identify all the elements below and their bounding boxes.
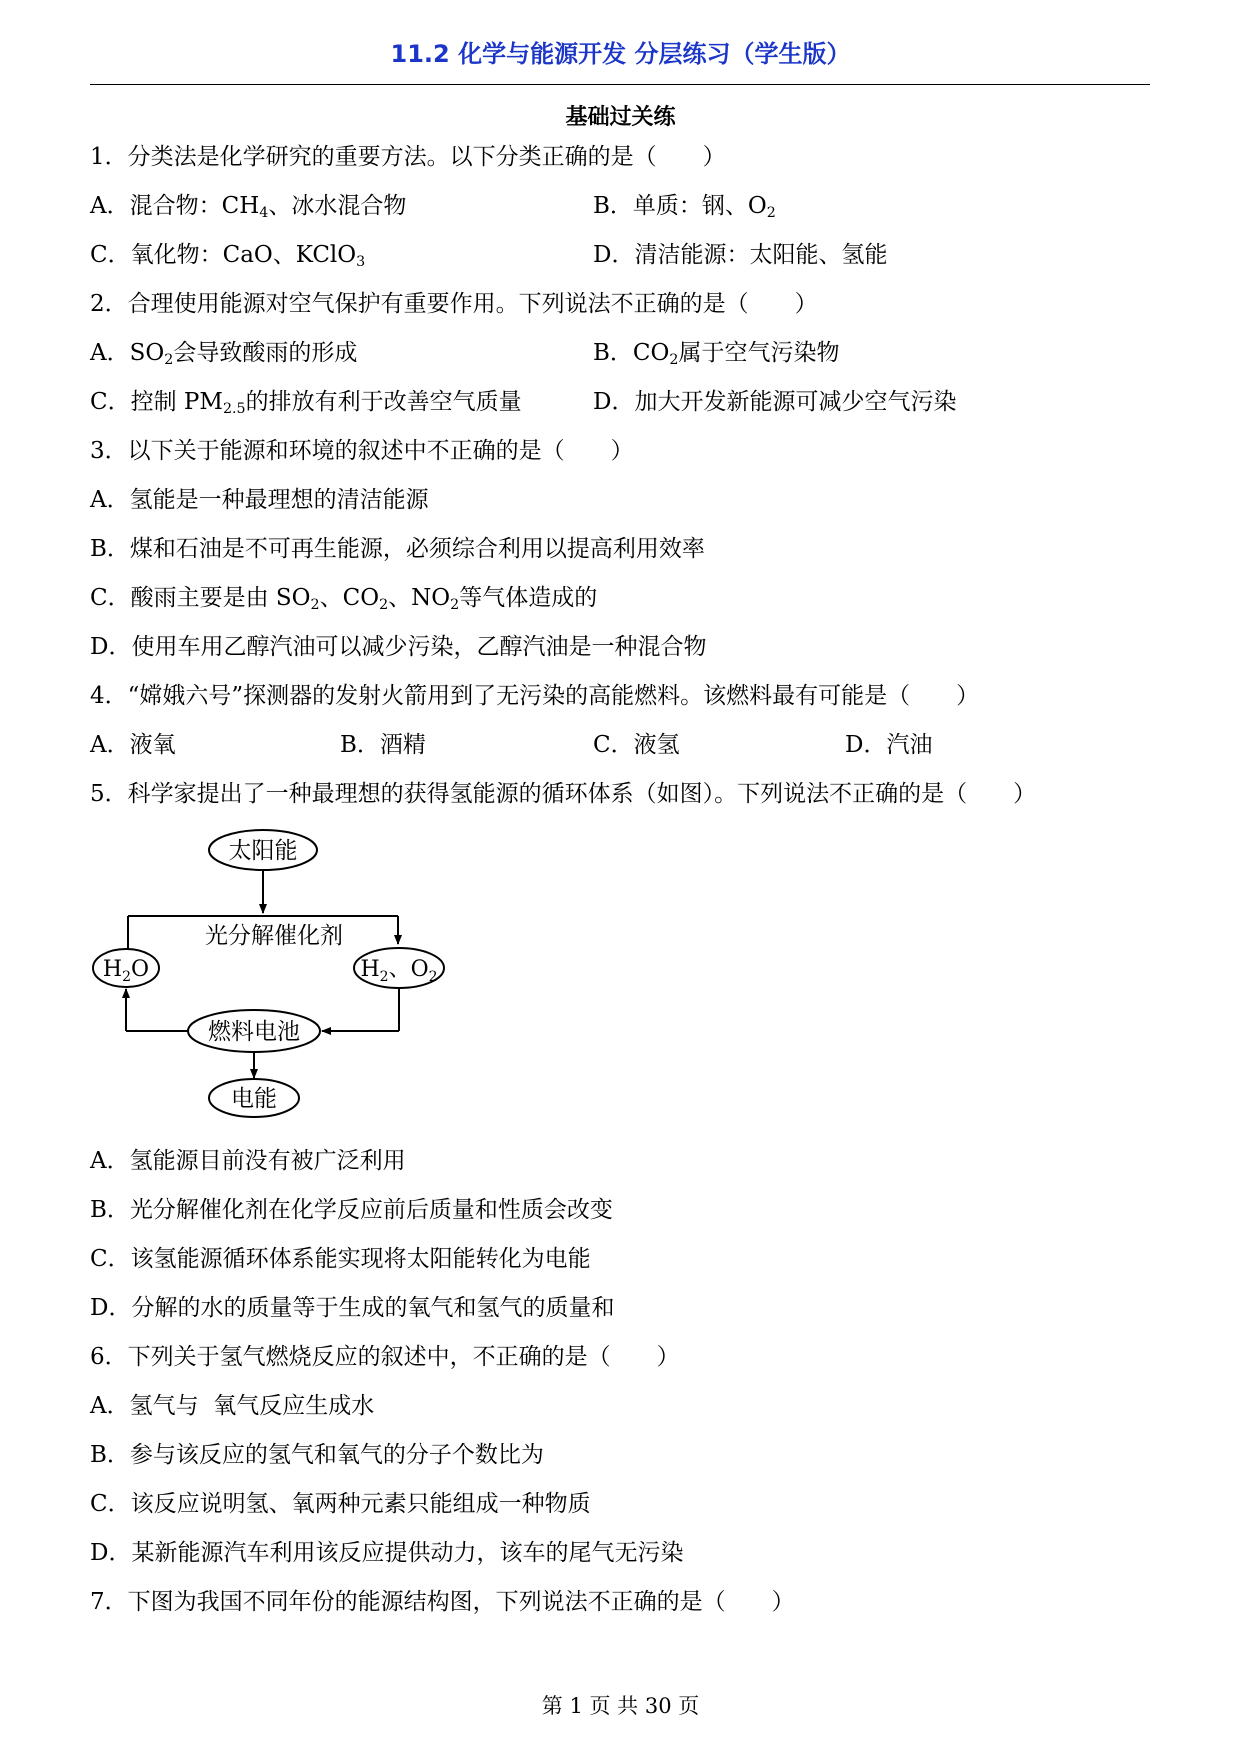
q5-option-b: B．光分解催化剂在化学反应前后质量和性质会改变: [90, 1197, 613, 1223]
page-number: 第 1 页 共 30 页: [541, 1694, 700, 1718]
hydrogen-cycle-diagram: [86, 828, 466, 1148]
q6-stem: 6．下列关于氢气燃烧反应的叙述中，不正确的是（ ）: [90, 1344, 680, 1370]
q4-option-a: A．液氧: [90, 732, 176, 758]
solar-energy-label: 太阳能: [228, 838, 298, 864]
catalyst-label: 光分解催化剂: [205, 923, 343, 949]
q2-option-b: B．$CO_2$属于空气污染物: [593, 340, 840, 368]
fuel-cell-label: 燃料电池: [208, 1019, 300, 1045]
q6-option-c: C．该反应说明氢、氧两种元素只能组成一种物质: [90, 1491, 591, 1517]
q7-stem: 7．下图为我国不同年份的能源结构图，下列说法不正确的是（ ）: [90, 1589, 795, 1615]
q3-option-d: D．使用车用乙醇汽油可以减少污染，乙醇汽油是一种混合物: [90, 634, 707, 660]
q5-option-c: C．该氢能源循环体系能实现将太阳能转化为电能: [90, 1246, 591, 1272]
q5-option-a: A．氢能源目前没有被广泛利用: [90, 1148, 406, 1174]
section-title: 基础过关练: [565, 105, 676, 130]
q3-option-b: B．煤和石油是不可再生能源，必须综合利用以提高利用效率: [90, 536, 705, 562]
q1-stem: 1．分类法是化学研究的重要方法。以下分类正确的是（ ）: [90, 144, 726, 170]
q2-option-c: C．控制 $PM_{2.5}$的排放有利于改善空气质量: [90, 389, 522, 417]
q4-stem: 4．“嫦娥六号”探测器的发射火箭用到了无污染的高能燃料。该燃料最有可能是（ ）: [90, 683, 980, 709]
q4-option-d: D．汽油: [845, 732, 933, 758]
q6-option-d: D．某新能源汽车利用该反应提供动力，该车的尾气无污染: [90, 1540, 684, 1566]
q2-option-d: D．加大开发新能源可减少空气污染: [593, 389, 957, 415]
q6-option-b: B．参与该反应的氢气和氧气的分子个数比为: [90, 1442, 544, 1468]
water-label: $H_2O$: [102, 957, 150, 985]
q5-option-d: D．分解的水的质量等于生成的氧气和氢气的质量和: [90, 1295, 615, 1321]
q2-option-a: A．$SO_2$会导致酸雨的形成: [90, 340, 358, 368]
q3-option-a: A．氢能是一种最理想的清洁能源: [90, 487, 429, 513]
hydrogen-oxygen-label: $H_2$、$O_2$: [360, 957, 438, 985]
q6-option-a: A．氢气与 氧气反应生成水: [90, 1393, 375, 1419]
q3-stem: 3．以下关于能源和环境的叙述中不正确的是（ ）: [90, 438, 634, 464]
q1-option-d: D．清洁能源：太阳能、氢能: [593, 242, 888, 268]
q4-option-b: B．酒精: [340, 732, 426, 758]
q3-option-c: C．酸雨主要是由 $SO_2$、$CO_2$、$NO_2$等气体造成的: [90, 585, 598, 613]
electricity-label: 电能: [231, 1086, 277, 1112]
q2-stem: 2．合理使用能源对空气保护有重要作用。下列说法不正确的是（ ）: [90, 291, 818, 317]
q1-option-c: C．氧化物：CaO、KClO$_3$: [90, 242, 366, 270]
q1-option-b: B．单质：钢、$O_2$: [593, 193, 776, 221]
document-title: 11.2 化学与能源开发 分层练习（学生版）: [390, 40, 851, 68]
q5-stem: 5．科学家提出了一种最理想的获得氢能源的循环体系（如图）。下列说法不正确的是（ ）: [90, 781, 1037, 807]
q4-option-c: C．液氢: [593, 732, 680, 758]
header-divider: [90, 84, 1150, 85]
q1-option-a: A．混合物：$CH_4$、冰水混合物: [90, 193, 407, 221]
